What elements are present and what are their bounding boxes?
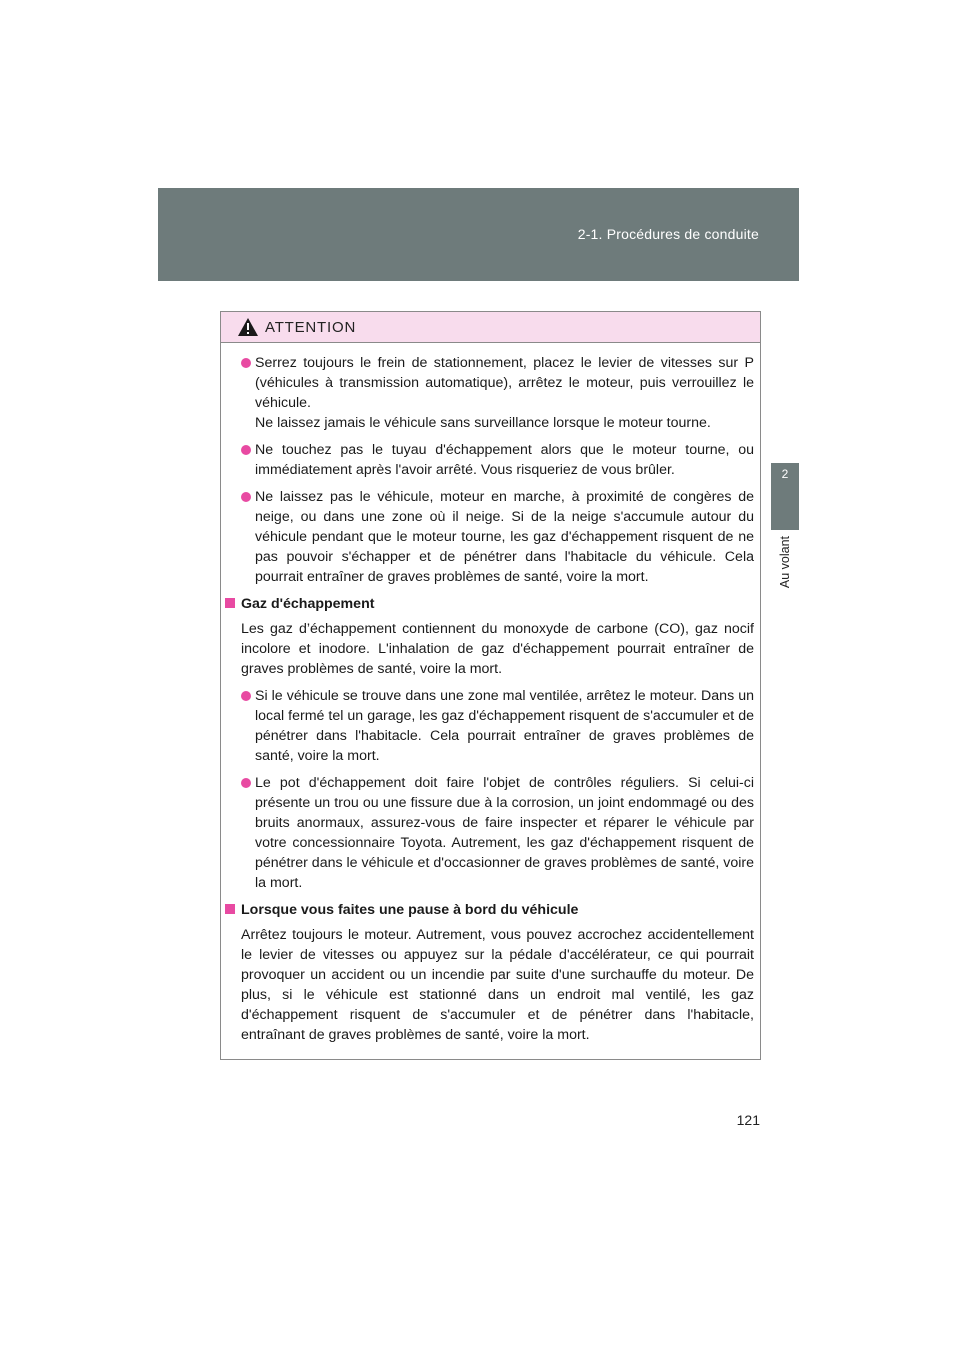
chapter-label: Au volant (778, 536, 792, 589)
warning-content (221, 343, 760, 1045)
bullet-text: Ne laissez pas le véhicule, moteur en marche, à proximité de congères de neige, ou dans une zone où il neige. Si de la neige s'accumule autour du véhicule pendant que le moteur tourne, les gaz d'échappement risquent de ne pas pouvoir s'échapper et de pénétrer dans l'habitacle du véhicule. Cela pourrait entraîner de graves problèmes de santé, voire la mort. (255, 489, 754, 585)
section-title-text: Lorsque vous faites une pause à bord du véhicule (241, 902, 579, 918)
warning-title: ATTENTION (265, 318, 357, 336)
bullet-extra-text: Ne laissez jamais le véhicule sans surveillance lorsque le moteur tourne. (255, 415, 711, 431)
chapter-tab (771, 463, 799, 530)
warning-bullet (225, 487, 754, 587)
section-square-icon (225, 598, 235, 608)
warning-bullet (225, 353, 754, 433)
warning-box (220, 311, 761, 1060)
bullet-text: Serrez toujours le frein de stationnement, placez le levier de vitesses sur P (véhicules à transmission automatique), arrêtez le moteur, puis verrouillez le véhicule. (255, 355, 754, 411)
bullet-dot-icon (241, 778, 251, 788)
bullet-dot-icon (241, 358, 251, 368)
bullet-text: Si le véhicule se trouve dans une zone mal ventilée, arrêtez le moteur. Dans un local fermé tel un garage, les gaz d'échappement risquent de s'accumuler et de pénétrer dans l'habitacle. Cela pourrait entraîner de graves problèmes de santé, voire la mort. (255, 688, 754, 764)
chapter-number: 2 (781, 467, 789, 481)
bullet-text: Ne touchez pas le tuyau d'échappement alors que le moteur tourne, ou immédiatement après l'avoir arrêté. Vous risqueriez de vous brûler. (255, 442, 754, 478)
section-body: Les gaz d’échappement contiennent du monoxyde de carbone (CO), gaz nocif incolore et inodore. L'inhalation de gaz d'échappement pourrait entraîner de graves problèmes de santé, voire la mort. (241, 621, 754, 677)
bullet-text: Le pot d'échappement doit faire l'objet de contrôles réguliers. Si celui-ci présente un trou ou une fissure due à la corrosion, un joint endommagé ou des bruits anormaux, assurez-vous de faire inspecter et réparer le véhicule par votre concessionnaire Toyota. Autrement, les gaz d'échappement risquent de pénétrer dans le véhicule et d'occasionner de graves problèmes de santé, voire la mort. (255, 775, 754, 891)
section-body: Arrêtez toujours le moteur. Autrement, vous pouvez accrochez accidentellement le levier de vitesses ou appuyez sur la pédale d'accélérateur, ce qui pourrait provoquer un accident ou un incendie par suite d'une surchauffe du moteur. De plus, si le véhicule est stationné dans un endroit mal ventilé, les gaz d'échappement risquent de s'accumuler et de pénétrer dans l'habitacle, entraînant de graves problèmes de santé, voire la mort. (241, 927, 754, 1043)
warning-triangle-icon (237, 317, 259, 337)
section-title (225, 594, 754, 614)
chapter-side-label (771, 530, 799, 610)
section-bullet (225, 686, 754, 766)
bullet-dot-icon (241, 691, 251, 701)
section-bullet (225, 773, 754, 893)
chapter-title: 2-1. Procédures de conduite (577, 226, 759, 242)
chapter-header (158, 188, 799, 281)
section-square-icon (225, 904, 235, 914)
section-title-text: Gaz d'échappement (241, 596, 375, 612)
warning-bullet (225, 440, 754, 480)
bullet-dot-icon (241, 492, 251, 502)
warning-header (221, 312, 760, 343)
page-number: 121 (736, 1112, 760, 1128)
bullet-dot-icon (241, 445, 251, 455)
section-title (225, 900, 754, 920)
